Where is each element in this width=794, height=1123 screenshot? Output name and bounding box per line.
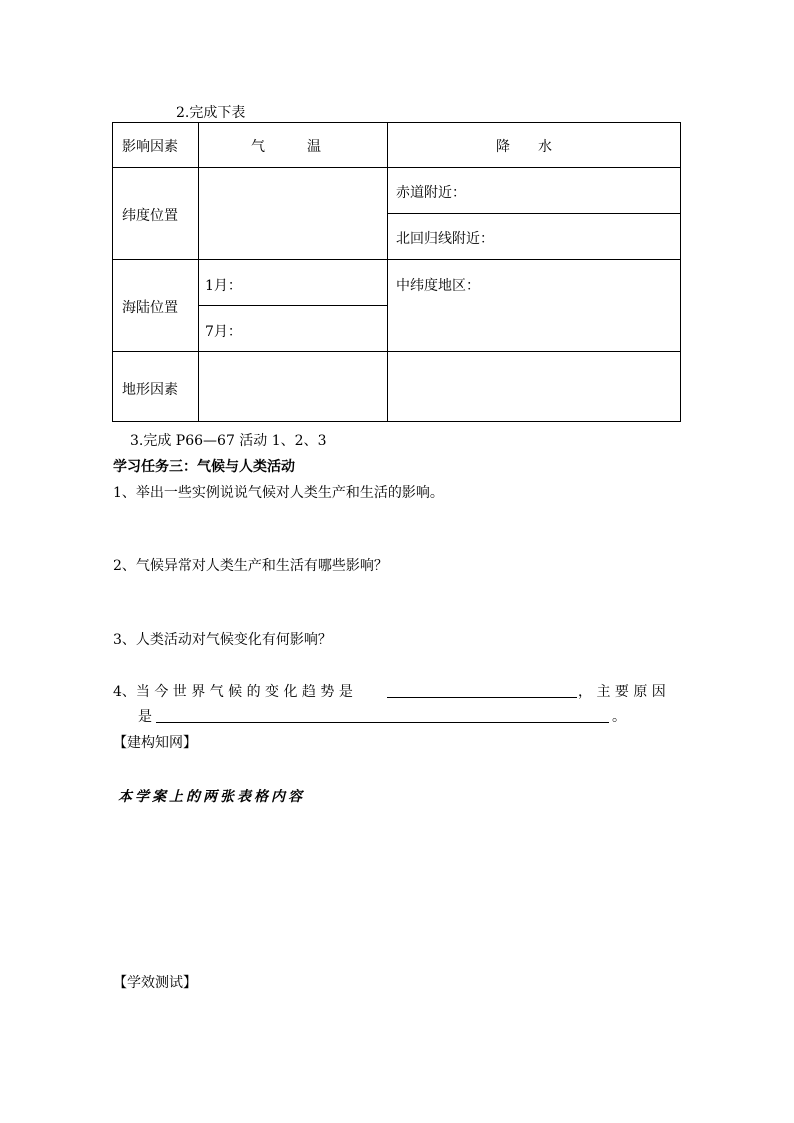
precip-equator: 赤道附近：	[396, 185, 466, 201]
row-latitude-label: 纬度位置	[122, 208, 178, 224]
build-network-heading: 【建构知网】	[113, 735, 197, 751]
precip-tropic: 北回归线附近：	[396, 231, 494, 247]
precip-midlatitude: 中纬度地区：	[396, 278, 480, 294]
question-4-part1: 4、当 今 世 界 气 候 的 变 化 趋 势 是	[113, 684, 353, 700]
task-3-title: 学习任务三：气候与人类活动	[113, 459, 295, 475]
row-terrain-label: 地形因素	[122, 382, 178, 398]
question-4-end: 。	[612, 709, 626, 725]
header-precipitation: 降 水	[496, 139, 552, 155]
question-4-part2: ， 主 要 原 因	[578, 684, 666, 700]
question-4-part3: 是	[138, 709, 152, 725]
effect-test-heading: 【学效测试】	[113, 975, 197, 991]
header-temperature: 气 温	[251, 139, 321, 155]
question-3: 3、人类活动对气候变化有何影响？	[113, 632, 332, 648]
temp-july: 7月：	[205, 324, 242, 340]
answer-blank-trend[interactable]	[387, 697, 577, 698]
temp-january: 1月：	[205, 278, 242, 294]
question-2: 2、气候异常对人类生产和生活有哪些影响？	[113, 558, 388, 574]
handwritten-note: 本学案上的两张表格内容	[118, 789, 305, 805]
answer-blank-reason[interactable]	[156, 722, 609, 723]
section-3-line: 3.完成 P66—67 活动 1、2、3	[130, 433, 327, 449]
question-1: 1、举出一些实例说说气候对人类生产和生活的影响。	[113, 485, 444, 501]
section-2-title: 2.完成下表	[176, 105, 246, 121]
header-factor: 影响因素	[122, 139, 178, 155]
row-landsea-label: 海陆位置	[122, 300, 178, 316]
